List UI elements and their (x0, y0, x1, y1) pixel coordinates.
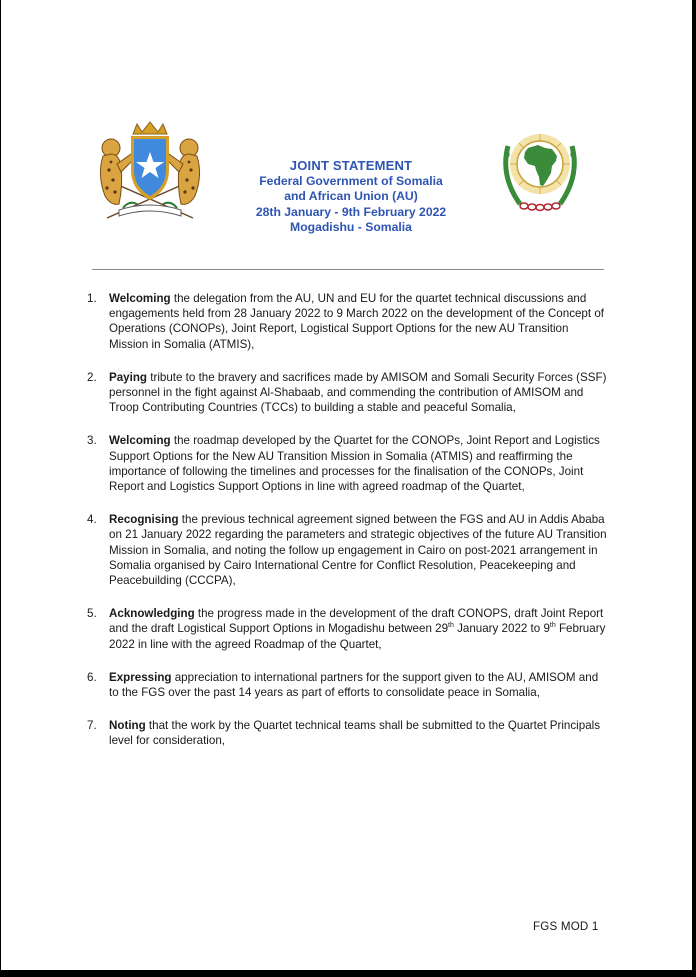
page-footer: FGS MOD 1 (533, 920, 599, 933)
item-lead: Acknowledging (109, 607, 195, 621)
item-text (109, 670, 609, 700)
statement-item-7 (1, 718, 692, 748)
african-union-emblem-icon (498, 126, 582, 218)
item-text (109, 718, 609, 748)
item-lead: Paying (109, 370, 148, 384)
item-lead: Recognising (109, 513, 179, 527)
item-body: that the work by the Quartet technical teams shall be submitted to the Quartet Principals level for consideration, (109, 719, 601, 748)
item-lead: Noting (109, 719, 146, 733)
item-body: the roadmap developed by the Quartet for the CONOPs, Joint Report and Logistics Support Options for the New AU Transition Mission in Somalia (ATMIS) and reaffirming the importance of following the timelines and processes for the finalisation of the CONOPs, Joint Report and Logistics Support Options in line with agreed roadmap of the Quartet, (109, 434, 600, 494)
item-number: 2. (87, 370, 97, 384)
item-body-part-b: January 2022 to 9 (453, 622, 550, 636)
item-text (109, 606, 609, 652)
ordinal-suffix: th (448, 622, 454, 630)
statement-date-range: 28th January - 9th February 2022 (255, 204, 447, 219)
item-number: 4. (87, 513, 97, 527)
document-page (1, 0, 692, 970)
document-header (1, 120, 692, 260)
statement-item-1 (1, 291, 692, 352)
statement-items (1, 291, 692, 767)
item-text (109, 433, 609, 494)
item-lead: Welcoming (109, 292, 171, 305)
statement-item-2 (1, 370, 692, 416)
item-number: 6. (87, 670, 97, 684)
item-body: the previous technical agreement signed between the FGS and AU in Addis Ababa on 21 January 2022 regarding the parameters and strategic objectives of the future AU Transition Mission in Somalia, and noting the follow up engagement in Cairo on post-2021 arrangement in Somalia organised by Cairo International Centre for Conflict Resolution, Peacekeeping and Peacebuilding (CCCPA), (109, 513, 607, 588)
item-text (109, 512, 609, 588)
item-body: tribute to the bravery and sacrifices made by AMISOM and Somali Security Forces (SSF) personnel in the fight against Al-Shabaab, and commending the contribution of AMISOM and Troop Contributing Countries (TCCs) to building a stable and peaceful Somalia, (109, 370, 607, 415)
item-number: 7. (87, 719, 97, 733)
header-divider (92, 269, 604, 270)
statement-item-3 (1, 433, 692, 494)
statement-subtitle-parties-2: and African Union (AU) (284, 189, 418, 204)
statement-item-4 (1, 512, 692, 588)
item-lead: Expressing (109, 670, 172, 684)
item-body-part-c: February 2022 in line with the agreed Roadmap of the Quartet, (109, 622, 606, 651)
item-number: 1. (87, 292, 97, 305)
item-body: the delegation from the AU, UN and EU for the quartet technical discussions and engagements held from 28 January 2022 to 9 March 2022 on the development of the Concept of Operations (CONOPs), Joint Report, Logistical Support Options for the new AU Transition Mission in Somalia (ATMIS), (109, 292, 604, 351)
item-number: 3. (87, 434, 97, 448)
statement-location: Mogadishu - Somalia (290, 220, 412, 235)
somalia-coat-of-arms-icon (89, 120, 211, 220)
statement-title: JOINT STATEMENT (289, 158, 413, 173)
item-body: appreciation to international partners for the support given to the AU, AMISOM and to the FGS over the past 14 years as part of efforts to consolidate peace in Somalia, (109, 670, 599, 700)
statement-item-6 (1, 670, 692, 700)
statement-item-5 (1, 606, 692, 652)
statement-subtitle-parties-1: Federal Government of Somalia (259, 173, 443, 188)
item-body-part-a: the progress made in the development of the draft CONOPS, draft Joint Report and the draft Logistical Support Options in Mogadishu between 29 (109, 607, 604, 636)
statement-title-block (201, 158, 501, 236)
item-text (109, 291, 609, 352)
ordinal-suffix: th (549, 622, 556, 630)
item-lead: Welcoming (109, 434, 171, 448)
item-number: 5. (87, 607, 97, 621)
item-text (109, 370, 609, 416)
